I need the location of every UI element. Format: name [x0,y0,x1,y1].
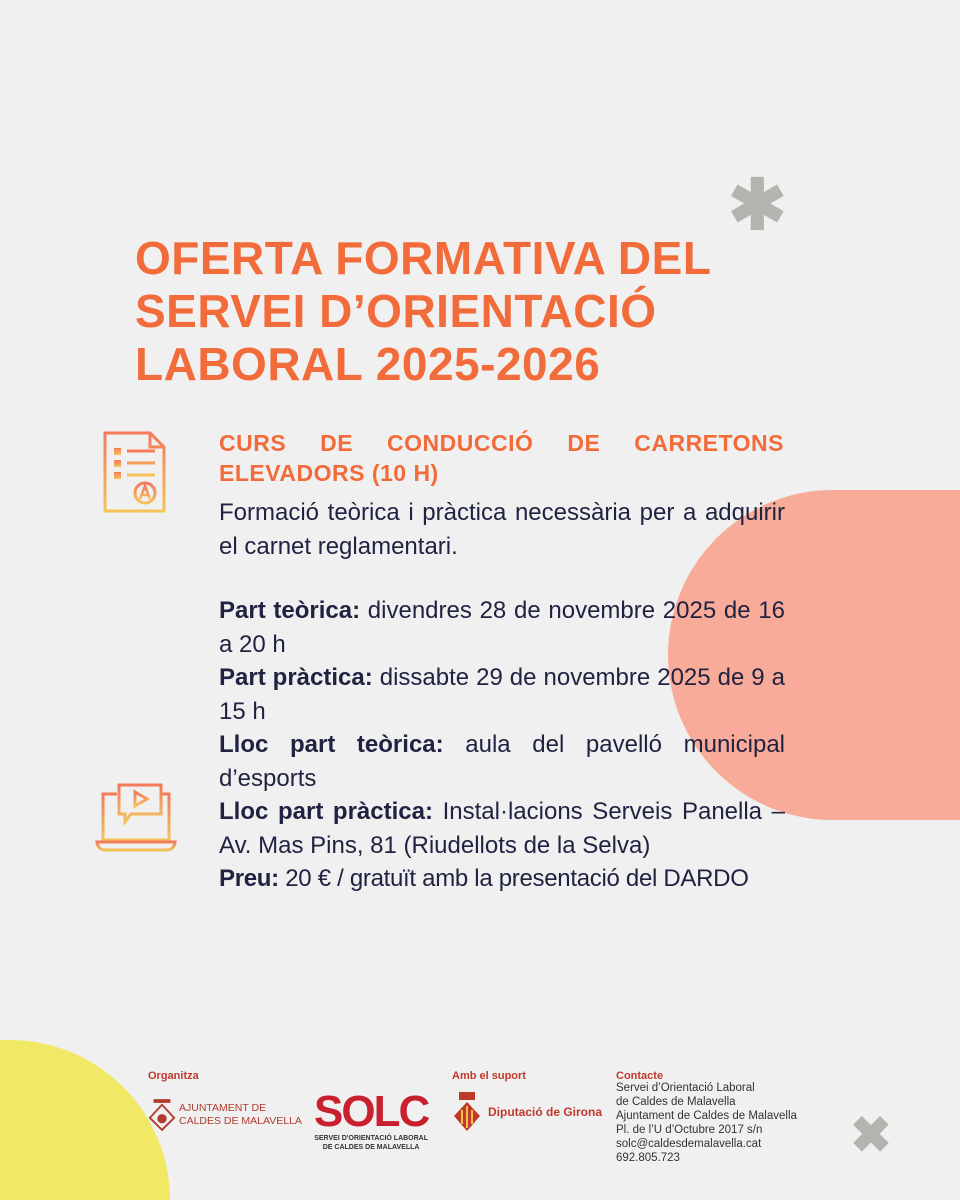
decorative-yellow-shape [0,1040,170,1200]
detail-label: Lloc part pràctica: [219,798,433,825]
detail-value: Instal·lacions Serveis Panella – Av. Mas Pins, 81 (Riudellots de la Selva) [219,798,785,859]
detail-lloc-practica [219,795,785,862]
course-description: Formació teòrica i pràctica necessària per a adquirir el carnet reglamentari. [219,499,785,560]
contacte-label: Contacte [616,1070,664,1082]
page-title [135,232,711,391]
title-line: LABORAL 2025-2026 [135,338,601,390]
organitza-label: Organitza [148,1070,199,1082]
ajuntament-line: CALDES DE MALAVELLA [179,1115,302,1127]
solc-wordmark: SOLC [314,1087,429,1136]
contact-phone[interactable]: 692.805.723 [616,1152,680,1164]
contact-line: Servei d’Orientació Laboral [616,1082,755,1094]
diputacio-logo [452,1092,602,1132]
title-line: OFERTA FORMATIVA DEL [135,232,712,284]
detail-preu [219,862,785,896]
contact-email[interactable]: solc@caldesdemalavella.cat [616,1138,762,1150]
course-body [219,496,785,896]
ajuntament-logo [148,1098,302,1132]
title-line: SERVEI D’ORIENTACIÓ [135,285,657,337]
diputacio-name: Diputació de Girona [488,1105,603,1119]
course-title: CURS DE CONDUCCIÓ DE CARRETONS ELEVADORS (10 H) [219,430,784,486]
detail-lloc-teorica [219,728,785,795]
detail-label: Lloc part teòrica: [219,731,444,758]
asterisk-icon: ✱ [728,166,787,244]
detail-label: Preu: [219,865,279,892]
laptop-video-icon [95,782,177,854]
ajuntament-line: AJUNTAMENT DE [179,1102,267,1114]
detail-label: Part teòrica: [219,597,361,624]
ajuntament-crest-icon [148,1098,176,1132]
solc-subtitle: SERVEI D'ORIENTACIÓ LABORAL [314,1135,429,1142]
detail-part-teorica [219,594,785,661]
detail-value: divendres 28 de novembre 2025 de 16 a 20 h [219,597,785,658]
detail-label: Part pràctica: [219,664,373,691]
suport-label: Amb el suport [452,1070,526,1082]
contact-info [616,1081,797,1165]
contact-line: Ajuntament de Caldes de Malavella [616,1110,797,1122]
detail-part-practica [219,661,785,728]
x-decoration-icon: ✖ [850,1107,892,1163]
detail-value: aula del pavelló municipal d’esports [219,731,785,792]
contact-line: Pl. de l’U d’Octubre 2017 s/n [616,1124,763,1136]
diputacio-crest-icon [452,1092,482,1132]
solc-logo [314,1087,429,1152]
detail-value: 20 € / gratuït amb la presentació del DARDO [278,865,749,892]
document-checklist-icon [100,430,170,515]
detail-value: dissabte 29 de novembre 2025 de 9 a 15 h [219,664,785,725]
solc-subtitle: DE CALDES DE MALAVELLA [322,1144,420,1151]
contact-line: de Caldes de Malavella [616,1096,736,1108]
